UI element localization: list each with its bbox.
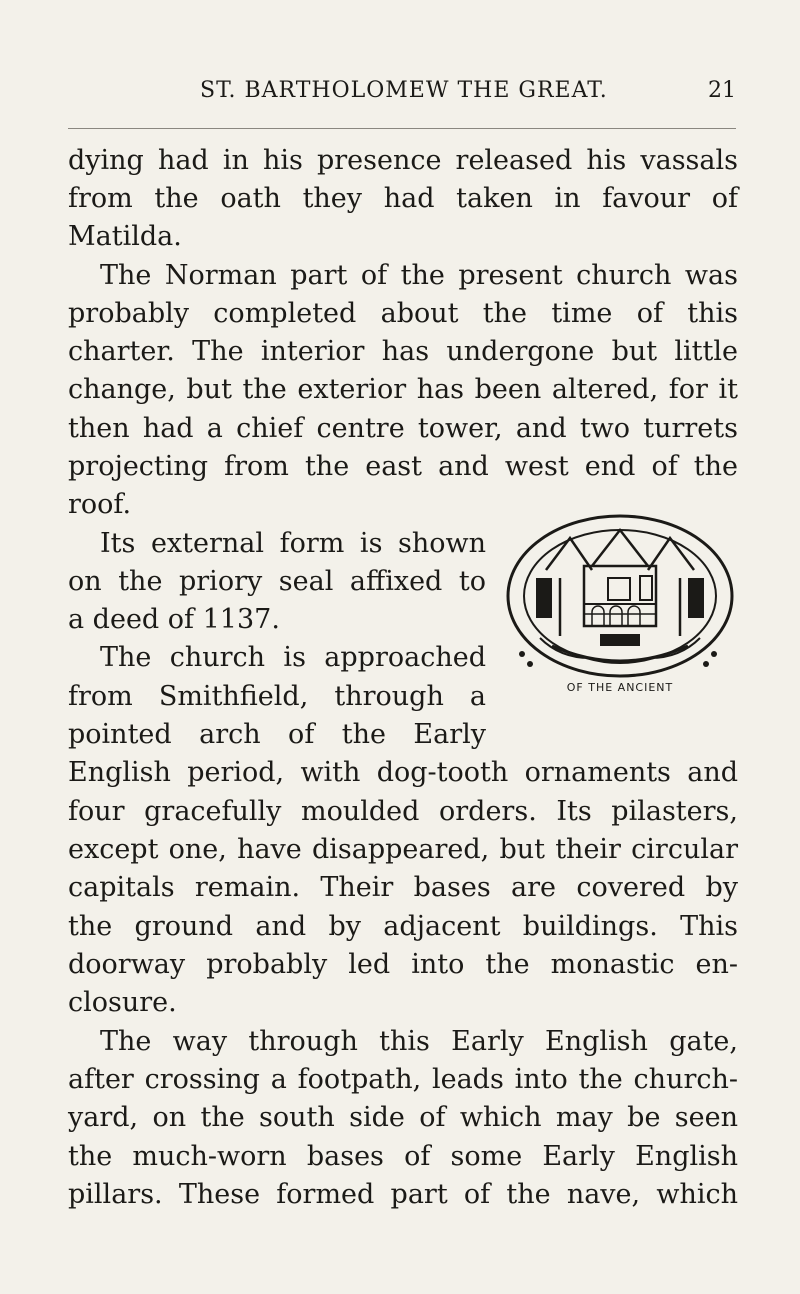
text-line: English period, with dog-tooth ornaments and xyxy=(68,757,738,788)
text-line: Its external form is shown xyxy=(100,528,486,559)
text-line: yard, on the south side of which may be seen xyxy=(68,1102,738,1133)
text-line: the ground and by adjacent buildings. This xyxy=(68,911,738,942)
priory-seal-icon xyxy=(500,508,740,718)
text-line: projecting from the east and west end of the xyxy=(68,451,738,482)
text-line: The Norman part of the present church was xyxy=(100,260,738,291)
text-line: probably completed about the time of this xyxy=(68,298,738,329)
text-line: dying had in his presence released his vassals xyxy=(68,145,738,176)
text-line: charter. The interior has undergone but little xyxy=(68,336,738,367)
page-number: 21 xyxy=(708,78,736,103)
text-line: The way through this Early English gate, xyxy=(100,1026,738,1057)
text-line: The church is approached xyxy=(100,642,486,673)
text-line: from Smithfield, through a xyxy=(68,681,486,712)
text-line: doorway probably led into the monastic en- xyxy=(68,949,738,980)
text-line: Matilda. xyxy=(68,221,182,252)
text-line: on the priory seal affixed to xyxy=(68,566,486,597)
header-rule xyxy=(68,128,736,129)
text-line: except one, have disappeared, but their circular xyxy=(68,834,738,865)
priory-seal-illustration xyxy=(500,508,740,718)
text-line: the much-worn bases of some Early English xyxy=(68,1141,738,1172)
text-line: roof. xyxy=(68,489,132,520)
running-title: ST. BARTHOLOMEW THE GREAT. xyxy=(200,78,608,103)
page-header xyxy=(68,78,736,118)
text-line: a deed of 1137. xyxy=(68,604,280,635)
text-line: from the oath they had taken in favour of xyxy=(68,183,738,214)
seal-inscription: OF THE ANCIENT xyxy=(566,681,674,694)
text-line: then had a chief centre tower, and two turrets xyxy=(68,413,738,444)
text-line: after crossing a footpath, leads into the church- xyxy=(68,1064,738,1095)
text-line: pillars. These formed part of the nave, which xyxy=(68,1179,738,1210)
text-line: pointed arch of the Early xyxy=(68,719,486,750)
text-line: closure. xyxy=(68,987,177,1018)
text-line: capitals remain. Their bases are covered by xyxy=(68,872,738,903)
text-line: four gracefully moulded orders. Its pilasters, xyxy=(68,796,738,827)
text-line: change, but the exterior has been altered, for it xyxy=(68,374,738,405)
